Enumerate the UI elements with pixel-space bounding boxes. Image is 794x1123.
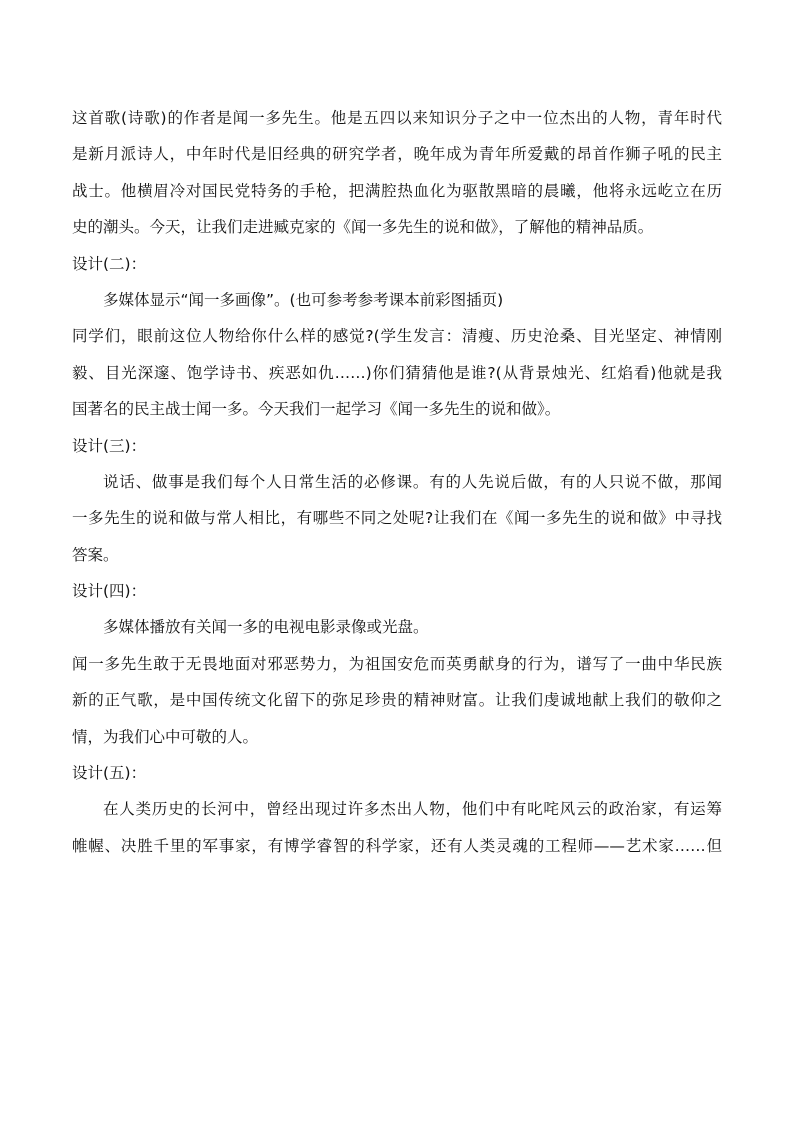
text-line: 说话、做事是我们每个人日常生活的必修课。有的人先说后做，有的人只说不做，那闻	[103, 472, 722, 491]
text-line: 这首歌(诗歌)的作者是闻一多先生。他是五四以来知识分子之中一位杰出的人物，青年时代	[72, 109, 722, 127]
text-line: 答案。	[72, 545, 119, 564]
text-line: 战士。他横眉冷对国民党特务的手枪，把满腔热血化为驱散黑暗的晨曦，他将永远屹立在历	[72, 181, 722, 200]
text-line: 情，为我们心中可敬的人。	[72, 727, 259, 746]
section-heading: 设计(五)：	[72, 764, 147, 783]
section-heading: 设计(三)：	[72, 436, 147, 455]
document-body	[72, 100, 722, 864]
text-line: 一多先生的说和做与常人相比，有哪些不同之处呢?让我们在《闻一多先生的说和做》中寻找	[72, 509, 722, 528]
text-line: 同学们，眼前这位人物给你什么样的感觉?(学生发言：清瘦、历史沧桑、目光坚定、神情刚	[72, 327, 722, 346]
text-line: 史的潮头。今天，让我们走进臧克家的《闻一多先生的说和做》，了解他的精神品质。	[72, 218, 654, 237]
text-line: 毅、目光深邃、饱学诗书、疾恶如仇……)你们猜猜他是谁?(从背景烛光、红焰看)他就是我	[72, 363, 722, 382]
text-line: 闻一多先生敢于无畏地面对邪恶势力，为祖国安危而英勇献身的行为，谱写了一曲中华民族	[72, 654, 722, 673]
text-line: 新的正气歌，是中国传统文化留下的弥足珍贵的精神财富。让我们虔诚地献上我们的敬仰之	[72, 691, 722, 710]
section-heading: 设计(四)：	[72, 582, 147, 601]
text-line: 是新月派诗人，中年时代是旧经典的研究学者，晚年成为青年所爱戴的昂首作狮子吼的民主	[72, 145, 722, 164]
text-line: 多媒体显示“闻一多画像”。(也可参考参考课本前彩图插页)	[103, 290, 504, 309]
text-line: 多媒体播放有关闻一多的电视电影录像或光盘。	[103, 618, 429, 637]
section-heading: 设计(二)：	[72, 254, 147, 273]
text-line: 国著名的民主战士闻一多。今天我们一起学习《闻一多先生的说和做》。	[72, 400, 561, 419]
text-line: 帷幄、决胜千里的军事家，有博学睿智的科学家，还有人类灵魂的工程师——艺术家……但	[72, 836, 722, 855]
text-line: 在人类历史的长河中，曾经出现过许多杰出人物，他们中有叱咤风云的政治家，有运筹	[103, 800, 722, 819]
